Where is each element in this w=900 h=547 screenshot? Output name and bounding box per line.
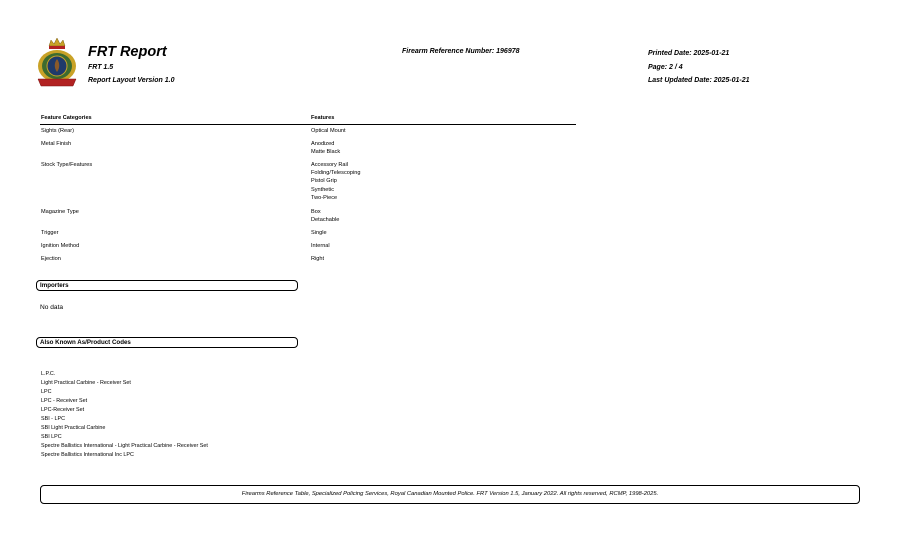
feature-cell: Internal: [311, 243, 330, 249]
last-updated-date: Last Updated Date: 2025-01-21: [648, 77, 750, 84]
table-header-divider: [40, 124, 576, 125]
feature-cell: Matte Black: [311, 149, 341, 155]
importers-section-box: [36, 280, 298, 291]
category-cell: Stock Type/Features: [41, 162, 93, 168]
feature-cell: Synthetic: [311, 187, 335, 193]
feature-cell: Pistol Grip: [311, 178, 337, 184]
feature-cell: Optical Mount: [311, 128, 346, 134]
feature-cell: Detachable: [311, 217, 340, 223]
aka-title: Also Known As/Product Codes: [40, 339, 131, 346]
firearm-reference-number: Firearm Reference Number: 196978: [402, 48, 520, 55]
aka-item: LPC-Receiver Set: [41, 407, 85, 413]
frt-version: FRT 1.5: [88, 64, 114, 71]
feature-cell: Folding/Telescoping: [311, 170, 361, 176]
feature-cell: Accessory Rail: [311, 162, 348, 168]
feature-cell: Box: [311, 209, 321, 215]
category-cell: Ignition Method: [41, 243, 80, 249]
aka-item: LPC: [41, 389, 52, 395]
column-header-features: Features: [311, 115, 335, 121]
aka-item: SBI Light Practical Carbine: [41, 425, 106, 431]
category-cell: Ejection: [41, 256, 61, 262]
importers-no-data: No data: [40, 304, 64, 311]
aka-item: SBI - LPC: [41, 416, 65, 422]
aka-item: SBI LPC: [41, 434, 62, 440]
feature-cell: Single: [311, 230, 327, 236]
report-title: FRT Report: [88, 44, 167, 60]
footer-copyright: Firearms Reference Table, Specialized Policing Services, Royal Canadian Mounted Police. FRT Version 1.5, January 2022. All rights reserved, RCMP, 1998-2025.: [241, 491, 659, 497]
aka-item: Light Practical Carbine - Receiver Set: [41, 380, 131, 386]
rcmp-crest-icon: [34, 37, 80, 89]
feature-cell: Right: [311, 256, 325, 262]
aka-item: L.P.C.: [41, 371, 56, 377]
aka-item: LPC - Receiver Set: [41, 398, 88, 404]
aka-item: Spectre Ballistics International - Light Practical Carbine - Receiver Set: [41, 443, 208, 449]
aka-item: Spectre Ballistics International Inc LPC: [41, 452, 134, 458]
category-cell: Trigger: [41, 230, 59, 236]
category-cell: Sights (Rear): [41, 128, 74, 134]
printed-date: Printed Date: 2025-01-21: [648, 50, 730, 57]
feature-cell: Two-Piece: [311, 195, 338, 201]
layout-version: Report Layout Version 1.0: [88, 77, 175, 84]
page-number: Page: 2 / 4: [648, 64, 683, 71]
importers-title: Importers: [40, 282, 69, 289]
column-header-feature-categories: Feature Categories: [41, 115, 92, 121]
feature-cell: Anodized: [311, 141, 335, 147]
category-cell: Metal Finish: [41, 141, 72, 147]
category-cell: Magazine Type: [41, 209, 79, 215]
